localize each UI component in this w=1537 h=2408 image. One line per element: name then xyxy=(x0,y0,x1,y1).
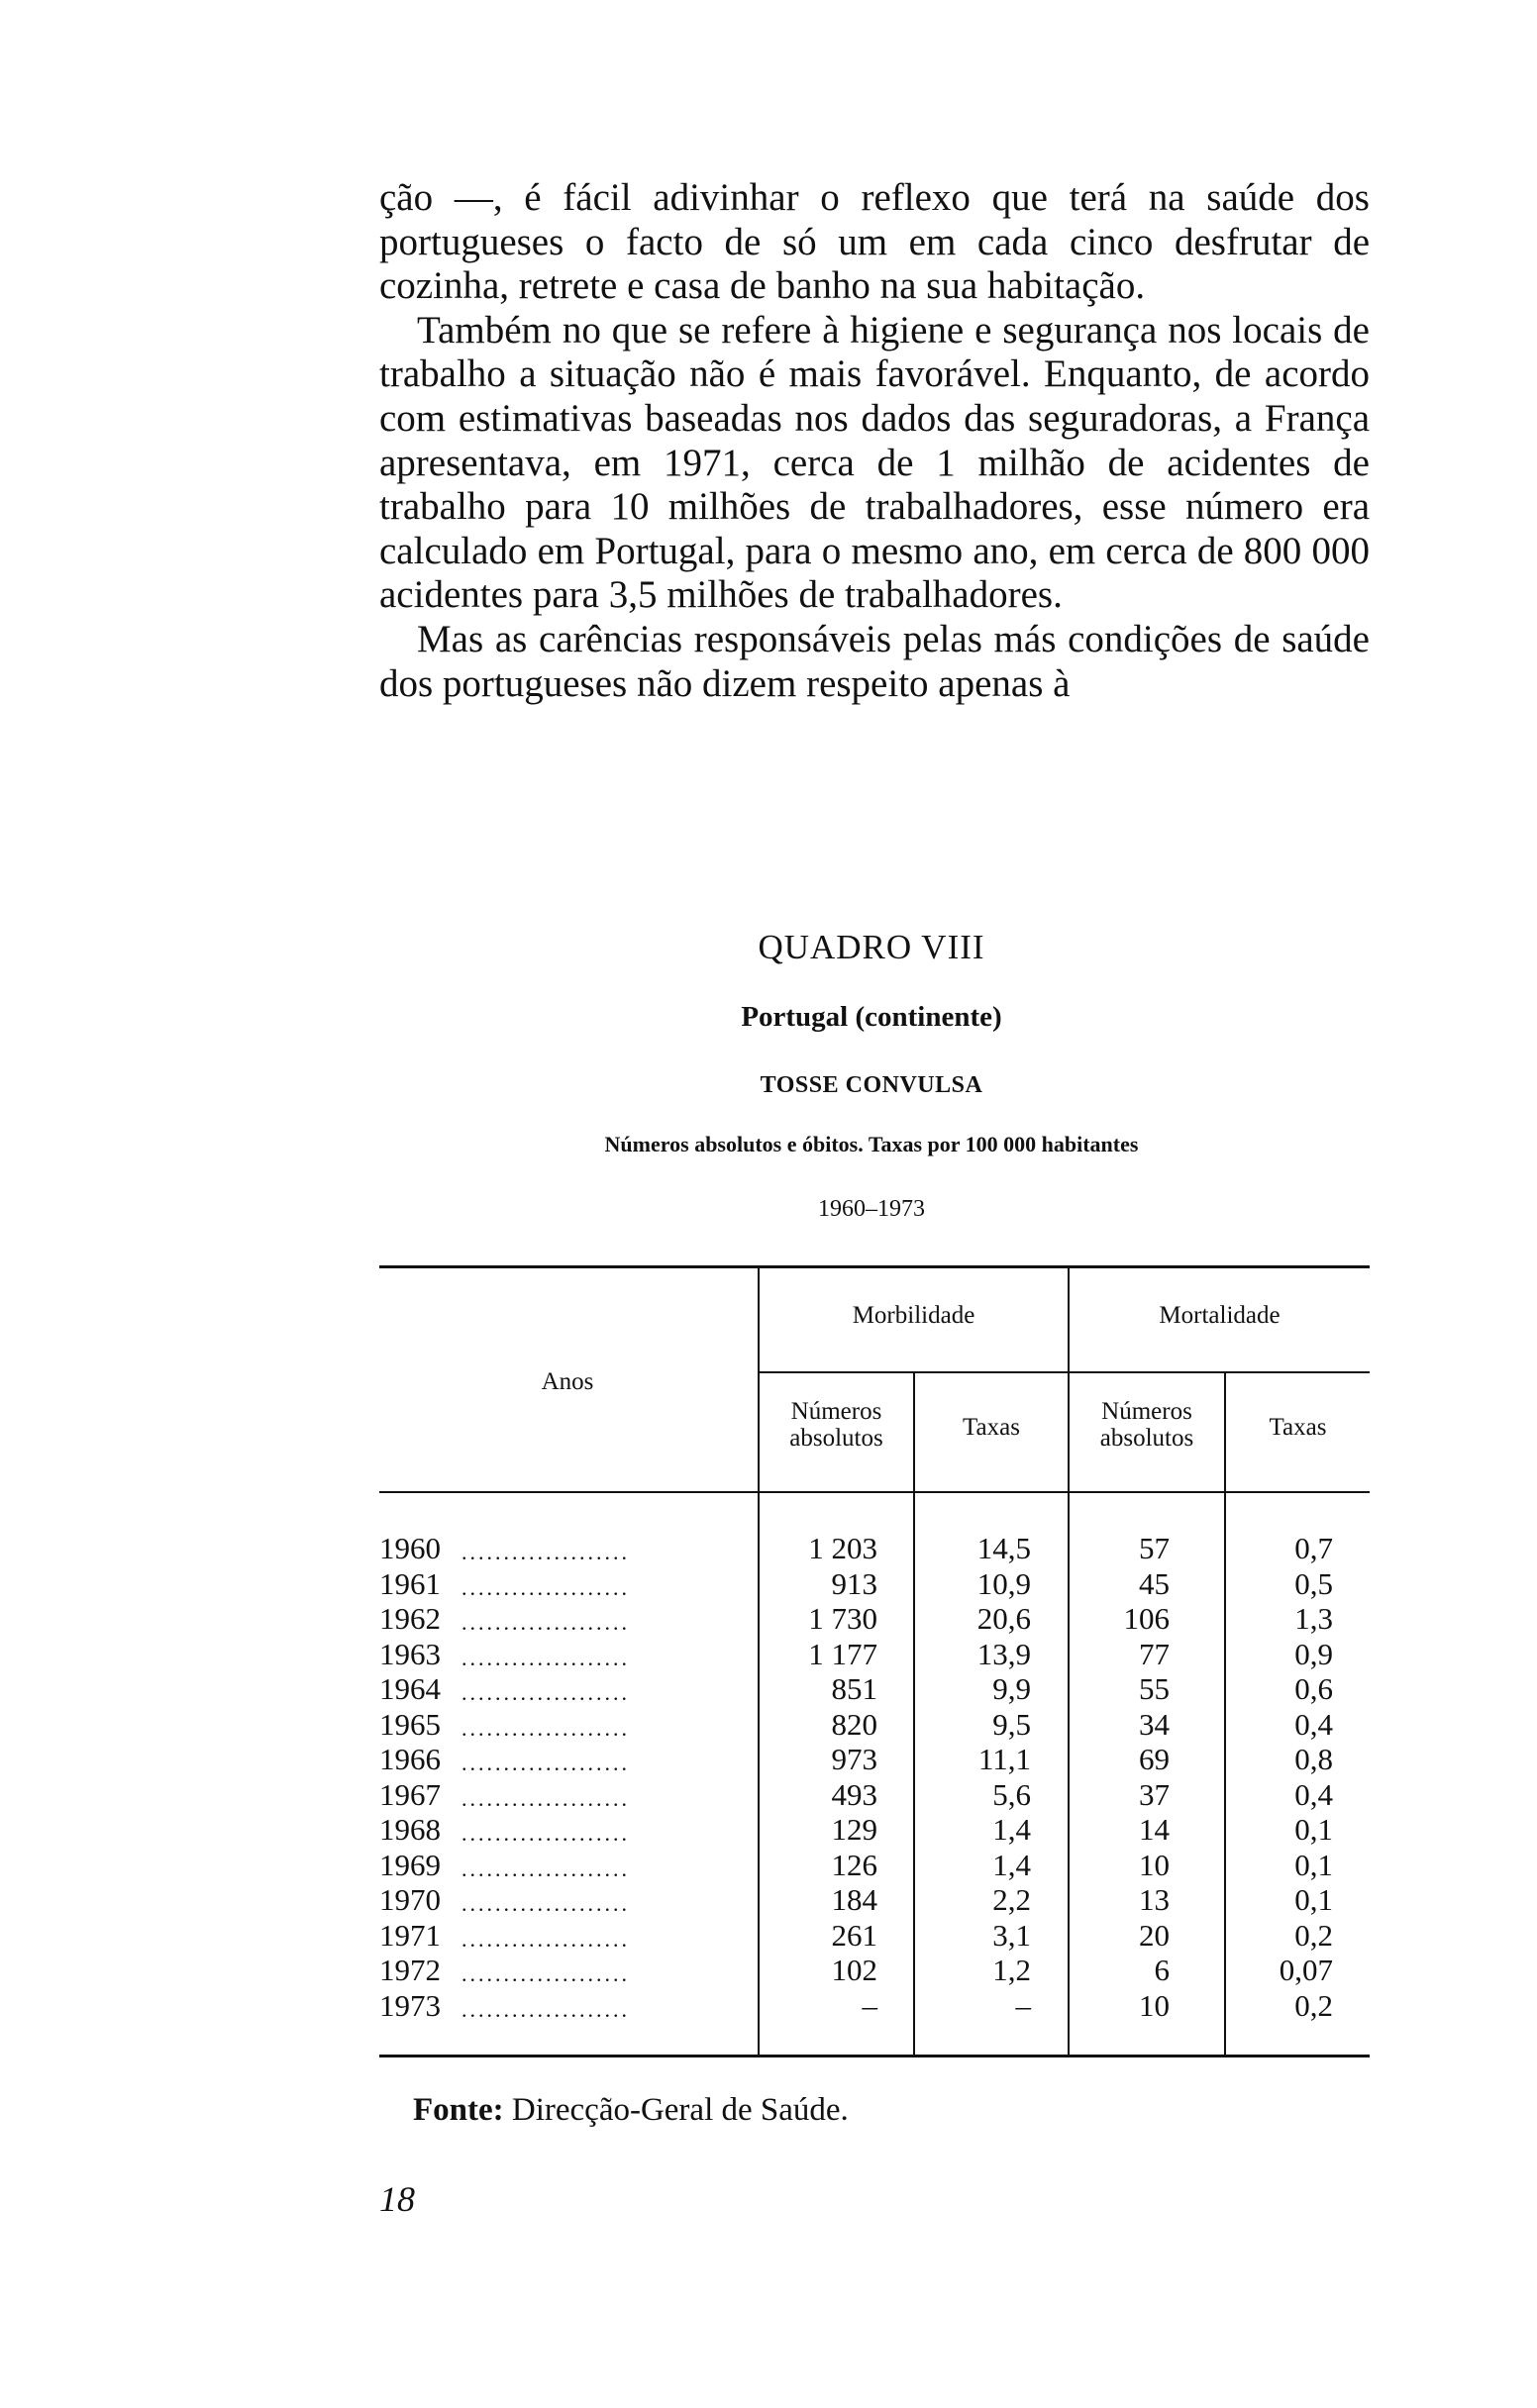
leader-dots: .................... xyxy=(461,1680,630,1705)
leader-dots: .................... xyxy=(461,1610,630,1635)
year-cell: 1961 xyxy=(379,1565,441,1601)
morbidity-rate-cell: 1,2 xyxy=(992,1953,1031,1987)
mortality-rate-cell: 0,1 xyxy=(1294,1882,1333,1917)
paragraph-3: Mas as carências responsáveis pelas más condições de saúde dos portugueses não dizem respeito apenas à xyxy=(379,617,1370,705)
mortality-absolute-cell: 6 xyxy=(1154,1953,1170,1987)
morbidity-rate-cell: 14,5 xyxy=(976,1531,1031,1565)
table-row xyxy=(379,1812,1370,1848)
mortality-absolute-cell: 13 xyxy=(1139,1882,1170,1917)
morbidity-absolute-cell: 1 730 xyxy=(808,1601,877,1636)
table-bottom-rule xyxy=(379,2055,1370,2057)
year-cell: 1969 xyxy=(379,1847,441,1882)
leader-dots: .................... xyxy=(461,1751,630,1775)
paragraph-1: ção —, é fácil adivinhar o reflexo que terá na saúde dos portugueses o facto de só um em cada cinco desfrutar de cozinha, retrete e casa de banho na sua habitação. xyxy=(379,176,1370,308)
year-cell: 1970 xyxy=(379,1882,441,1917)
table-row xyxy=(379,1671,1370,1707)
morbidity-rate-cell: 2,2 xyxy=(992,1882,1031,1917)
year-cell: 1972 xyxy=(379,1953,441,1987)
table-source xyxy=(413,2092,849,2129)
table-number: QUADRO VIII xyxy=(758,928,985,966)
table-row xyxy=(379,1848,1370,1883)
paragraph-2: Também no que se refere à higiene e segurança nos locais de trabalho a situação não é mais favorável. Enquanto, de acordo com estimativas baseadas nos dados das seguradoras, a França apresentava, em 1971, cerca de 1 milhão de acidentes de trabalho para 10 milhões de trabalhadores, esse número era calculado em Portugal, para o mesmo ano, em cerca de 800 000 acidentes para 3,5 milhões de trabalhadores. xyxy=(379,308,1370,617)
mortality-rate-cell: 0,2 xyxy=(1294,1987,1333,2023)
mortality-absolute-cell: 55 xyxy=(1139,1671,1170,1706)
morbidity-rate-cell: 3,1 xyxy=(992,1917,1031,1953)
mortality-rate-cell: 0,4 xyxy=(1294,1776,1333,1812)
mortality-rate-cell: 0,7 xyxy=(1294,1531,1333,1565)
leader-dots: .................... xyxy=(461,1926,630,1952)
mortality-rate-cell: 0,9 xyxy=(1294,1636,1333,1671)
morbidity-absolute-cell: 184 xyxy=(831,1882,877,1917)
body-text xyxy=(379,176,1370,706)
table-row xyxy=(379,1637,1370,1672)
mortality-absolute-cell: 69 xyxy=(1139,1742,1170,1776)
mortality-rate-cell: 0,1 xyxy=(1294,1847,1333,1882)
table-top-rule xyxy=(379,1265,1370,1268)
mortality-rate-cell: 0,2 xyxy=(1294,1917,1333,1953)
morbidity-absolute-cell: 820 xyxy=(831,1706,877,1742)
morbidity-absolute-cell: 102 xyxy=(831,1953,877,1987)
header-morbidity: Morbilidade xyxy=(852,1302,975,1329)
morbidity-absolute-cell: 261 xyxy=(831,1917,877,1953)
header-bottom-rule xyxy=(379,1491,1370,1493)
table-row xyxy=(379,1531,1370,1566)
leader-dots: .................... xyxy=(461,1540,630,1564)
morbidity-absolute-cell: 1 177 xyxy=(808,1636,877,1671)
leader-dots: .................... xyxy=(461,1715,630,1741)
year-cell: 1973 xyxy=(379,1987,441,2023)
table-row xyxy=(379,1707,1370,1743)
header-years: Anos xyxy=(541,1368,594,1395)
morbidity-rate-cell: 9,5 xyxy=(992,1706,1031,1742)
morbidity-absolute-cell: 973 xyxy=(831,1742,877,1776)
morbidity-absolute-cell: – xyxy=(862,1987,877,2023)
mortality-absolute-cell: 34 xyxy=(1139,1706,1170,1742)
morbidity-absolute-cell: 913 xyxy=(831,1565,877,1601)
mortality-absolute-cell: 106 xyxy=(1123,1601,1170,1636)
mortality-absolute-cell: 14 xyxy=(1139,1812,1170,1847)
morbidity-rate-cell: 1,4 xyxy=(992,1812,1031,1847)
mortality-rate-cell: 0,6 xyxy=(1294,1671,1333,1706)
year-cell: 1971 xyxy=(379,1917,441,1953)
mortality-rate-cell: 0,1 xyxy=(1294,1812,1333,1847)
leader-dots: .................... xyxy=(461,1961,630,1986)
source-text: Direcção-Geral de Saúde. xyxy=(511,2092,849,2128)
morbidity-absolute-cell: 1 203 xyxy=(808,1531,877,1565)
mortality-rate-cell: 1,3 xyxy=(1294,1601,1333,1636)
year-cell: 1962 xyxy=(379,1601,441,1636)
table-row xyxy=(379,1777,1370,1813)
year-cell: 1967 xyxy=(379,1776,441,1812)
page-number: 18 xyxy=(379,2179,415,2219)
morbidity-absolute-cell: 851 xyxy=(831,1671,877,1706)
table-row xyxy=(379,1953,1370,1988)
mortality-absolute-cell: 77 xyxy=(1139,1636,1170,1671)
morbidity-rate-cell: 20,6 xyxy=(976,1601,1031,1636)
morbidity-absolute-cell: 126 xyxy=(831,1847,877,1882)
leader-dots: .................... xyxy=(461,1574,630,1600)
mortality-absolute-cell: 10 xyxy=(1139,1847,1170,1882)
leader-dots: .................... xyxy=(461,1856,630,1881)
mortality-rate-cell: 0,8 xyxy=(1294,1742,1333,1776)
leader-dots: .................... xyxy=(461,1645,630,1670)
table-row xyxy=(379,1742,1370,1777)
header-mortality-rates: Taxas xyxy=(1269,1414,1327,1441)
table-row xyxy=(379,1566,1370,1602)
header-mortality-absolute: Números absolutos xyxy=(1099,1398,1194,1452)
table-period: 1960–1973 xyxy=(818,1196,925,1222)
morbidity-rate-cell: 13,9 xyxy=(976,1636,1031,1671)
year-cell: 1968 xyxy=(379,1812,441,1847)
mortality-absolute-cell: 37 xyxy=(1139,1776,1170,1812)
morbidity-rate-cell: 5,6 xyxy=(992,1776,1031,1812)
morbidity-absolute-cell: 493 xyxy=(831,1776,877,1812)
header-mortality: Mortalidade xyxy=(1159,1302,1281,1329)
table-row xyxy=(379,1882,1370,1918)
morbidity-rate-cell: 11,1 xyxy=(977,1742,1031,1776)
table-subtitle: Portugal (continente) xyxy=(741,1001,1002,1033)
mortality-absolute-cell: 45 xyxy=(1139,1565,1170,1601)
header-morbidity-rates: Taxas xyxy=(963,1414,1020,1441)
header-morbidity-absolute: Números absolutos xyxy=(789,1398,883,1452)
morbidity-rate-cell: 9,9 xyxy=(992,1671,1031,1706)
morbidity-absolute-cell: 129 xyxy=(831,1812,877,1847)
mortality-rate-cell: 0,4 xyxy=(1294,1706,1333,1742)
table-row xyxy=(379,1601,1370,1637)
year-cell: 1960 xyxy=(379,1531,441,1565)
table-row xyxy=(379,1918,1370,1954)
mortality-absolute-cell: 57 xyxy=(1139,1531,1170,1565)
table-disease: TOSSE CONVULSA xyxy=(760,1072,983,1098)
year-cell: 1966 xyxy=(379,1742,441,1776)
leader-dots: .................... xyxy=(461,1891,630,1916)
year-cell: 1963 xyxy=(379,1636,441,1671)
mortality-absolute-cell: 10 xyxy=(1139,1987,1170,2023)
mortality-rate-cell: 0,5 xyxy=(1294,1565,1333,1601)
morbidity-rate-cell: 10,9 xyxy=(976,1565,1031,1601)
table-body xyxy=(379,1531,1370,2023)
mortality-rate-cell: 0,07 xyxy=(1279,1953,1333,1987)
leader-dots: .................... xyxy=(461,1821,630,1846)
leader-dots: .................... xyxy=(461,1996,630,2022)
header-divider-rule xyxy=(760,1371,1370,1373)
mortality-absolute-cell: 20 xyxy=(1139,1917,1170,1953)
morbidity-rate-cell: 1,4 xyxy=(992,1847,1031,1882)
morbidity-rate-cell: – xyxy=(1015,1987,1031,2023)
leader-dots: .................... xyxy=(461,1785,630,1811)
year-cell: 1964 xyxy=(379,1671,441,1706)
table-units: Números absolutos e óbitos. Taxas por 100 000 habitantes xyxy=(604,1132,1139,1156)
year-cell: 1965 xyxy=(379,1706,441,1742)
table-row xyxy=(379,1988,1370,2024)
source-label: Fonte: xyxy=(413,2092,504,2128)
